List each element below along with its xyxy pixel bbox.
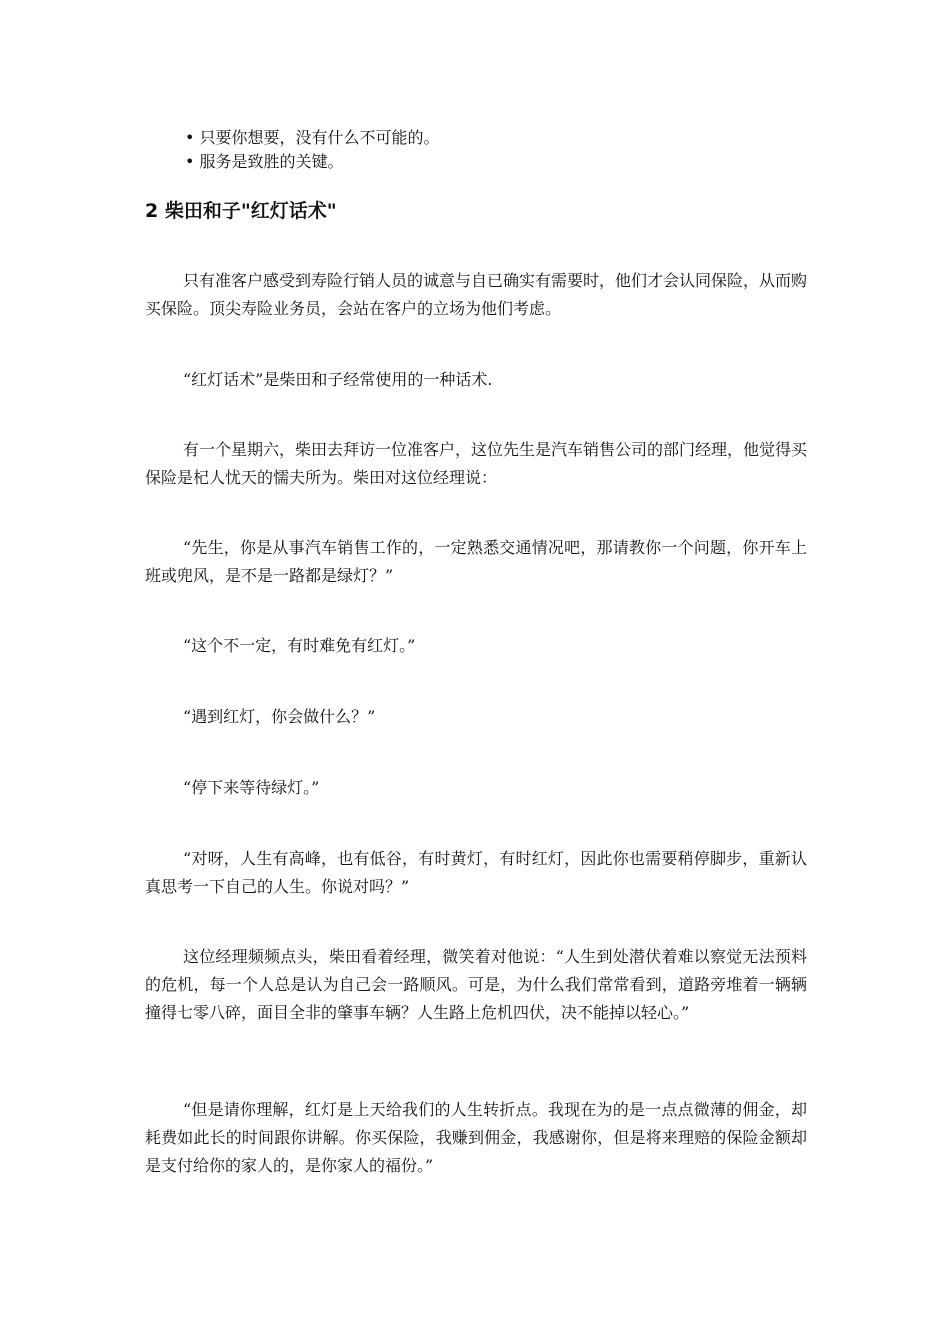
bullet-item: • 服务是致胜的关键。 — [185, 152, 344, 171]
paragraph: 有一个星期六，柴田去拜访一位准客户，这位先生是汽车销售公司的部门经理，他觉得买保险是杞人忧天的懦夫所为。柴田对这位经理说： — [145, 440, 808, 487]
paragraph: “先生，你是从事汽车销售工作的，一定熟悉交通情况吧，那请教你一个问题，你开车上班或兜风，是不是一路都是绿灯？” — [145, 538, 807, 585]
paragraph: “遇到红灯，你会做什么？” — [183, 707, 376, 726]
paragraph: “停下来等待绿灯。” — [183, 778, 320, 797]
paragraph: “对呀，人生有高峰，也有低谷，有时黄灯，有时红灯，因此你也需要稍停脚步，重新认真思考一下自己的人生。你说对吗？” — [145, 849, 807, 896]
bullet-item: • 只要你想要，没有什么不可能的。 — [185, 128, 440, 147]
paragraph: “但是请你理解，红灯是上天给我们的人生转折点。我现在为的是一点点微薄的佣金，却耗费如此长的时间跟你讲解。你买保险，我赚到佣金，我感谢你，但是将来理赔的保险金额却是支付给你的家人的，是你家人的福份。” — [145, 1100, 807, 1175]
section-heading: 2 柴田和子"红灯话术" — [145, 200, 337, 222]
paragraph: “这个不一定，有时难免有红灯。” — [183, 636, 416, 655]
paragraph: “红灯话术”是柴田和子经常使用的一种话术. — [183, 370, 493, 389]
paragraph: 只有准客户感受到寿险行销人员的诚意与自已确实有需要时，他们才会认同保险，从而购买保险。顶尖寿险业务员，会站在客户的立场为他们考虑。 — [145, 271, 808, 318]
paragraph: 这位经理频频点头，柴田看着经理，微笑着对他说：“人生到处潜伏着难以察觉无法预料的危机，每一个人总是认为自己会一路顺风。可是，为什么我们常常看到，道路旁堆着一辆辆撞得七零八碎，面目全非的肇事车辆？人生路上危机四伏，决不能掉以轻心。” — [145, 947, 807, 1022]
